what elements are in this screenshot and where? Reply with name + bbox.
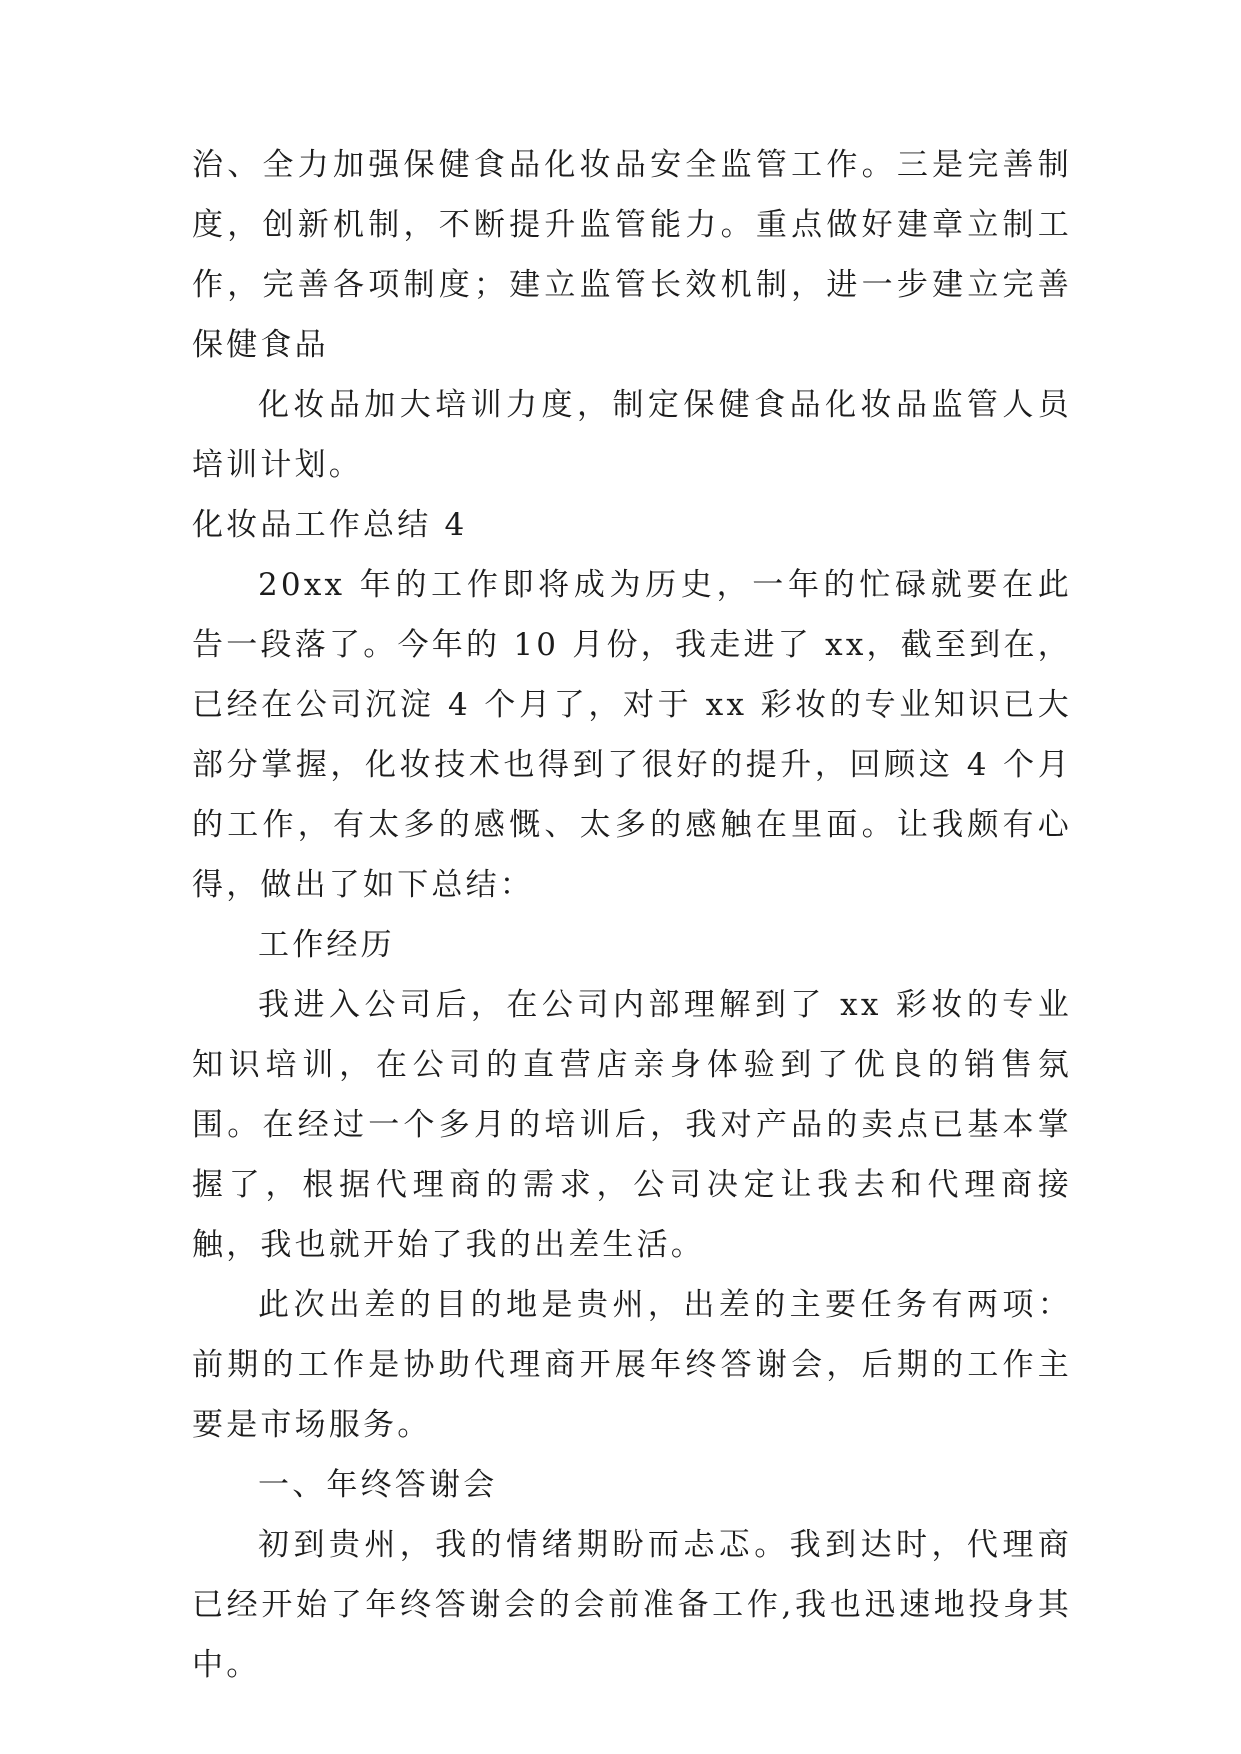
- section-title: 化妆品工作总结 4: [192, 507, 468, 543]
- paragraph-experience: 我进入公司后，在公司内部理解到了 xx 彩妆的专业知识培训，在公司的直营店亲身体验到了优良的销售氛围。在经过一个多月的培训后，我对产品的卖点已基本掌握了，根据代理商的需求，公司决定让我去和代理商接触，我也就开始了我的出差生活。: [192, 987, 1072, 1263]
- paragraph-training: 化妆品加大培训力度，制定保健食品化妆品监管人员培训计划。: [192, 387, 1072, 483]
- document-body: [192, 135, 1072, 1695]
- paragraph-continued: 治、全力加强保健食品化妆品安全监管工作。三是完善制度，创新机制，不断提升监管能力。重点做好建章立制工作，完善各项制度；建立监管长效机制，进一步建立完善保健食品: [192, 147, 1072, 363]
- subheading-year-end-meeting: 一、年终答谢会: [258, 1467, 498, 1503]
- paragraph-arrival: 初到贵州，我的情绪期盼而忐忑。我到达时，代理商已经开始了年终答谢会的会前准备工作,我也迅速地投身其中。: [192, 1527, 1072, 1683]
- paragraph-business-trip: 此次出差的目的地是贵州，出差的主要任务有两项：前期的工作是协助代理商开展年终答谢会，后期的工作主要是市场服务。: [192, 1287, 1072, 1443]
- subheading-work-experience: 工作经历: [258, 927, 395, 963]
- paragraph-intro: 20xx 年的工作即将成为历史，一年的忙碌就要在此告一段落了。今年的 10 月份，我走进了 xx，截至到在，已经在公司沉淀 4 个月了，对于 xx 彩妆的专业知识已大部分掌握，化妆技术也得到了很好的提升，回顾这 4 个月的工作，有太多的感慨、太多的感触在里面。让我颇有心得，做出了如下总结：: [192, 567, 1072, 903]
